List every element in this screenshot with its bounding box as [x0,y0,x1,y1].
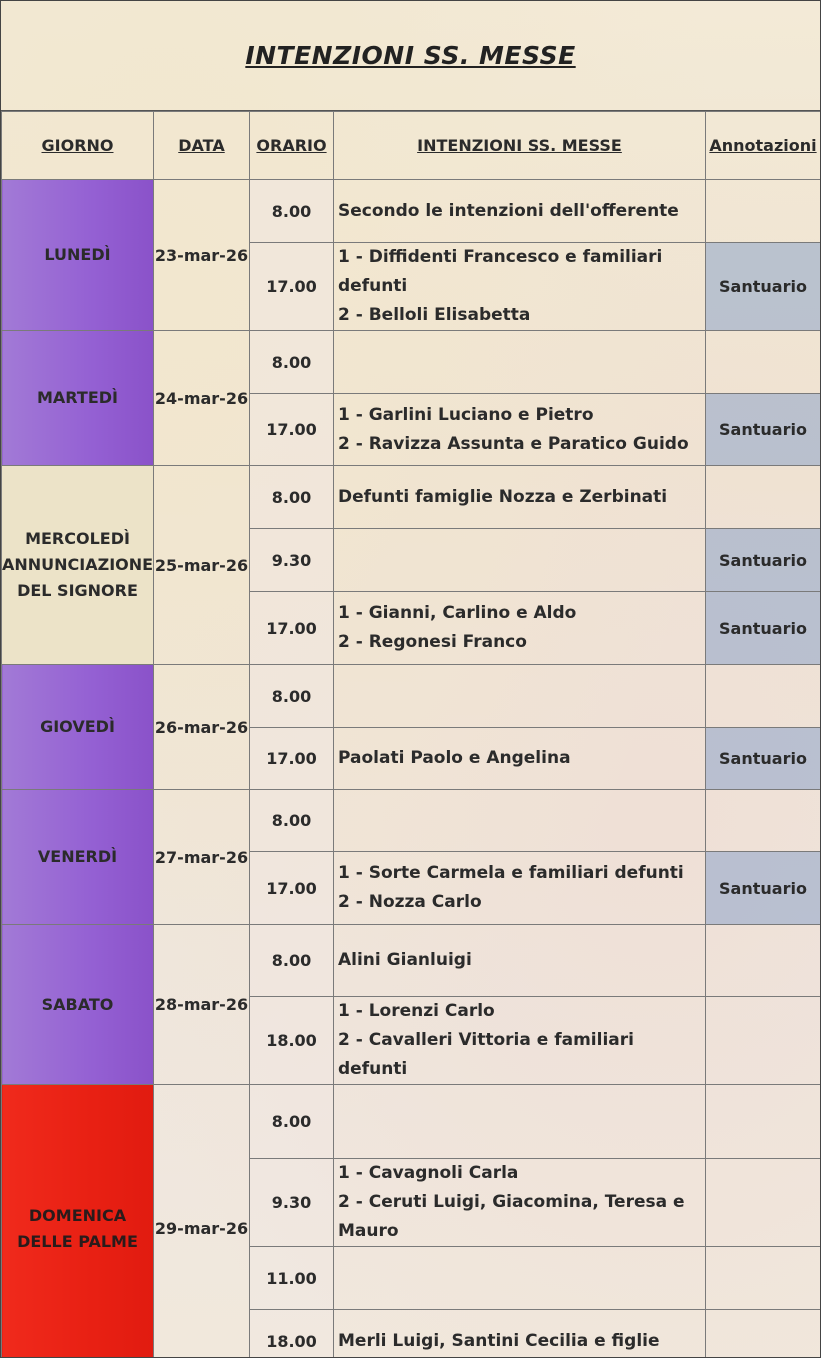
mass-row [2,466,821,529]
annotation-cell [706,1159,821,1247]
mass-row [2,925,821,997]
date-cell: 24-mar-26 [154,331,250,466]
intention-line: 2 - Regonesi Franco [338,632,527,652]
day-name-line: LUNEDÌ [44,245,111,264]
intention-line: 2 - Belloli Elisabetta [338,305,531,325]
time-cell: 8.00 [250,331,334,394]
annotation-cell: Santuario [706,529,821,592]
annotation-cell [706,466,821,529]
annotation-cell [706,1247,821,1310]
intention-line: defunti [338,276,408,296]
time-cell: 17.00 [250,394,334,466]
header-orario: ORARIO [250,112,334,180]
annotation-cell: Santuario [706,728,821,790]
time-cell: 8.00 [250,1085,334,1159]
mass-row [2,180,821,243]
intention-cell [334,592,706,665]
day-name-cell [2,665,154,790]
mass-row [2,790,821,852]
day-name-cell [2,1085,154,1358]
intention-line: 2 - Ravizza Assunta e Paratico Guido [338,433,689,454]
day-name-cell [2,180,154,331]
date-cell: 23-mar-26 [154,180,250,331]
annotation-cell [706,331,821,394]
header-intenzioni: INTENZIONI SS. MESSE [334,112,706,180]
time-cell: 8.00 [250,790,334,852]
intention-cell [334,925,706,997]
mass-row [2,665,821,728]
schedule-body [2,180,821,1358]
intention-cell [334,1247,706,1310]
intention-line: 1 - Cavagnoli Carla [338,1163,519,1183]
intention-line: 2 - Cavalleri Vittoria e familiari defunti [338,1030,634,1079]
time-cell: 8.00 [250,925,334,997]
date-cell: 25-mar-26 [154,466,250,665]
time-cell: 18.00 [250,1310,334,1358]
day-name-line: DEL SIGNORE [17,581,138,600]
intention-line: 1 - Diffidenti Francesco e familiari [338,247,663,267]
date-cell: 26-mar-26 [154,665,250,790]
time-cell: 8.00 [250,665,334,728]
mass-row [2,1085,821,1159]
annotation-cell [706,1085,821,1159]
intention-cell [334,852,706,925]
time-cell: 9.30 [250,529,334,592]
annotation-cell: Santuario [706,592,821,665]
intention-line: Merli Luigi, Santini Cecilia e figlie [338,1330,660,1351]
intention-cell [334,1159,706,1247]
annotation-cell [706,1310,821,1358]
day-name-cell [2,466,154,665]
time-cell: 9.30 [250,1159,334,1247]
time-cell: 8.00 [250,180,334,243]
day-name-line: MARTEDÌ [37,388,118,407]
time-cell: 17.00 [250,852,334,925]
intention-line: 1 - Gianni, Carlino e Aldo [338,603,577,623]
header-annotazioni: Annotazioni [706,112,821,180]
time-cell: 8.00 [250,466,334,529]
intention-line: Secondo le intenzioni dell'offerente [338,200,679,221]
time-cell: 17.00 [250,592,334,665]
day-name-line: ANNUNCIAZIONE [2,555,154,574]
intention-cell [334,529,706,592]
intention-line: Defunti famiglie Nozza e Zerbinati [338,486,668,507]
time-cell: 18.00 [250,997,334,1085]
intention-cell [334,728,706,790]
intention-line: 2 - Nozza Carlo [338,892,482,912]
intention-cell [334,1085,706,1159]
mass-schedule-table [1,111,821,1358]
intention-line: 1 - Sorte Carmela e familiari defunti [338,863,684,883]
page-title: INTENZIONI SS. MESSE [245,41,576,70]
day-name-line: GIOVEDÌ [40,717,115,736]
annotation-cell [706,925,821,997]
day-name-line: SABATO [41,994,114,1014]
annotation-cell: Santuario [706,394,821,466]
intention-cell [334,665,706,728]
time-cell: 11.00 [250,1247,334,1310]
annotation-cell: Santuario [706,243,821,331]
intention-line: Paolati Paolo e Angelina [338,748,571,768]
day-name-line: MERCOLEDÌ [25,529,130,548]
intention-line: 1 - Garlini Luciano e Pietro [338,404,594,425]
intention-cell [334,180,706,243]
date-cell: 29-mar-26 [154,1085,250,1358]
intention-cell [334,997,706,1085]
intention-cell [334,243,706,331]
day-name-cell [2,925,154,1085]
intention-cell [334,1310,706,1358]
header-giorno: GIORNO [2,112,154,180]
intention-cell [334,466,706,529]
mass-row [2,331,821,394]
annotation-cell [706,665,821,728]
header-row [2,112,821,180]
title-area [1,1,820,111]
annotation-cell [706,997,821,1085]
header-data: DATA [154,112,250,180]
annotation-cell [706,790,821,852]
intention-cell [334,331,706,394]
intention-line: Mauro [338,1221,399,1241]
day-name-cell [2,790,154,925]
intention-line: Alini Gianluigi [338,950,472,970]
time-cell: 17.00 [250,728,334,790]
date-cell: 27-mar-26 [154,790,250,925]
intention-line: 2 - Ceruti Luigi, Giacomina, Teresa e [338,1192,685,1212]
intention-line: 1 - Lorenzi Carlo [338,1001,495,1021]
day-name-line: DOMENICA [28,1205,127,1225]
intention-cell [334,394,706,466]
time-cell: 17.00 [250,243,334,331]
day-name-line: DELLE PALME [17,1231,138,1251]
annotation-cell [706,180,821,243]
day-name-cell [2,331,154,466]
intention-cell [334,790,706,852]
annotation-cell: Santuario [706,852,821,925]
day-name-line: VENERDÌ [37,847,118,866]
date-cell: 28-mar-26 [154,925,250,1085]
